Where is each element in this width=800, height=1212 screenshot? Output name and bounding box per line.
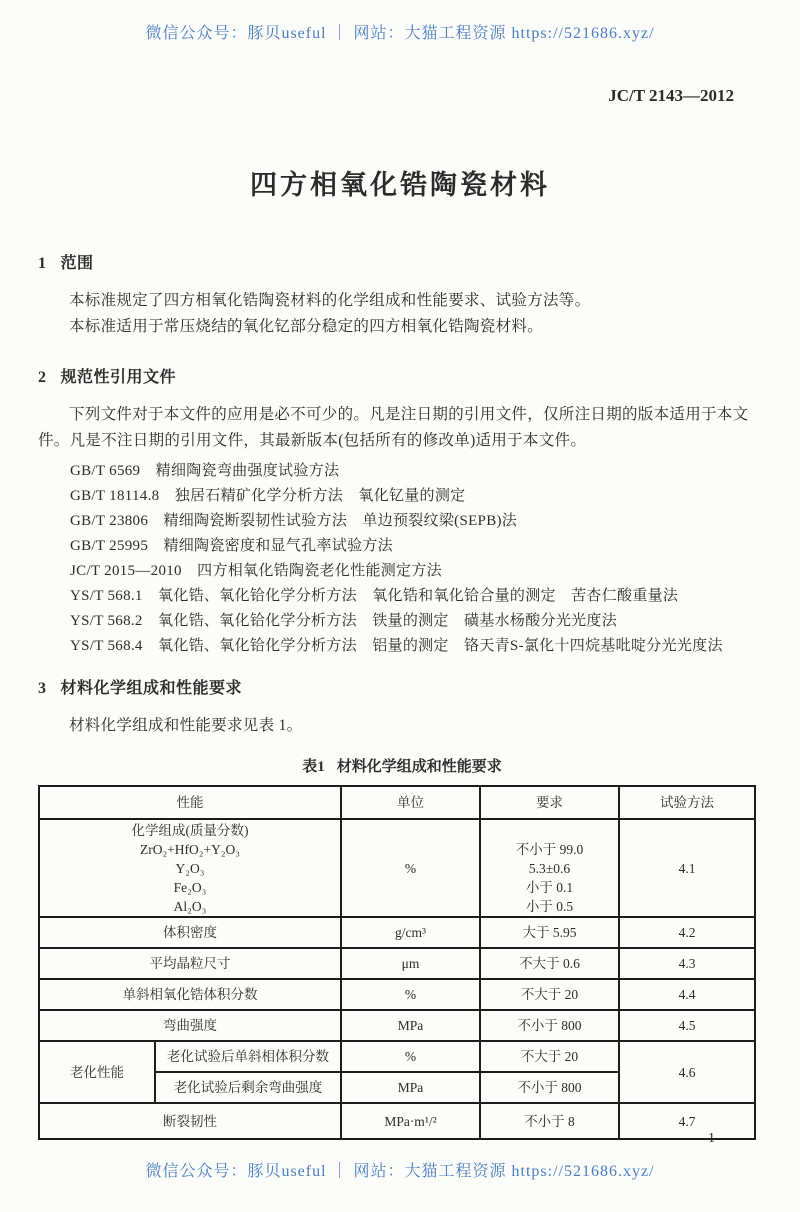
section-1-paragraph-2: 本标准适用于常压烧结的氧化钇部分稳定的四方相氧化锆陶瓷材料。 (69, 318, 544, 335)
row-requirement: 不小于 800 (480, 1010, 619, 1041)
section-3-number: 3 (38, 680, 47, 697)
header-property: 性能 (39, 786, 341, 819)
section-3-title: 材料化学组成和性能要求 (60, 680, 243, 697)
page-title: 四方相氧化锆陶瓷材料 (250, 170, 550, 200)
row-property: 平均晶粒尺寸 (39, 948, 341, 979)
aging-group-label: 老化性能 (39, 1041, 155, 1103)
row-unit: MPa·m¹/² (341, 1103, 480, 1139)
header-unit: 单位 (341, 786, 480, 819)
row-unit: g/cm³ (341, 917, 480, 948)
row-unit: μm (341, 948, 480, 979)
reference-item: GB/T 23806 精细陶瓷断裂韧性试验方法 单边预裂纹梁(SEPB)法 (70, 513, 518, 529)
reference-item: YS/T 568.4 氧化锆、氧化铪化学分析方法 铝量的测定 铬天青S-氯化十四烷基吡啶分光光度法 (70, 638, 723, 654)
chem-formula: Y₂O₃ (175, 860, 205, 876)
row-method: 4.7 (619, 1103, 755, 1139)
section-2-title: 规范性引用文件 (60, 369, 177, 386)
row-property: 弯曲强度 (39, 1010, 341, 1041)
document-body (38, 250, 766, 1140)
chem-requirement: 小于 0.5 (525, 899, 574, 914)
table-row (39, 917, 755, 948)
reference-list (38, 459, 766, 659)
section-2-intro: 下列文件对于本文件的应用是必不可少的。凡是注日期的引用文件，仅所注日期的版本适用于本文件。凡是不注日期的引用文件，其最新版本(包括所有的修改单)适用于本文件。 (38, 406, 749, 449)
row-method: 4.4 (619, 979, 755, 1010)
table-row (39, 948, 755, 979)
chem-property-cell (39, 819, 341, 917)
spec-table (38, 785, 756, 1140)
aging-method: 4.6 (619, 1041, 755, 1103)
row-unit: % (341, 1041, 480, 1072)
table-caption-number: 表1 (302, 759, 325, 775)
header-method: 试验方法 (619, 786, 755, 819)
section-1-heading (38, 250, 766, 273)
row-requirement: 不大于 20 (480, 1041, 619, 1072)
row-requirement: 不大于 0.6 (480, 948, 619, 979)
section-1-paragraph-1: 本标准规定了四方相氧化锆陶瓷材料的化学组成和性能要求、试验方法等。 (69, 292, 591, 309)
chem-requirement: 不小于 99.0 (515, 842, 584, 857)
section-1-title: 范围 (60, 255, 94, 272)
row-property: 老化试验后单斜相体积分数 (155, 1041, 341, 1072)
row-unit: MPa (341, 1072, 480, 1103)
row-method: 4.3 (619, 948, 755, 979)
table-row-fracture (39, 1103, 755, 1139)
row-property: 单斜相氧化锆体积分数 (39, 979, 341, 1010)
table-caption-text: 材料化学组成和性能要求 (336, 759, 502, 775)
row-method: 4.2 (619, 917, 755, 948)
section-2-number: 2 (38, 369, 47, 386)
section-2-heading (38, 364, 766, 387)
section-3-paragraph-1: 材料化学组成和性能要求见表 1。 (69, 717, 303, 734)
chem-formula: ZrO₂+HfO₂+Y₂O₃ (139, 841, 241, 857)
page-number: 1 (708, 1131, 715, 1146)
chem-formula: Fe₂O₃ (173, 879, 207, 895)
watermark-bottom: 微信公众号：豚贝useful ｜ 网站：大猫工程资源 https://521686.xyz/ (145, 1163, 655, 1180)
reference-item: GB/T 25995 精细陶瓷密度和显气孔率试验方法 (70, 538, 393, 554)
chem-method: 4.1 (619, 819, 755, 917)
row-requirement: 不大于 20 (480, 979, 619, 1010)
table-caption (38, 755, 766, 776)
header-requirement: 要求 (480, 786, 619, 819)
chem-requirement: 5.3±0.6 (528, 861, 571, 876)
table-row (39, 1010, 755, 1041)
reference-item: JC/T 2015—2010 四方相氧化锆陶瓷老化性能测定方法 (70, 563, 442, 579)
section-3-heading (38, 675, 766, 698)
table-row (39, 979, 755, 1010)
chem-title: 化学组成(质量分数) (131, 822, 249, 838)
section-1-number: 1 (38, 255, 47, 272)
row-method: 4.5 (619, 1010, 755, 1041)
table-row-aging-1 (39, 1041, 755, 1072)
row-property: 老化试验后剩余弯曲强度 (155, 1072, 341, 1103)
row-property: 断裂韧性 (39, 1103, 341, 1139)
row-requirement: 不小于 8 (480, 1103, 619, 1139)
row-unit: % (341, 979, 480, 1010)
table-row-chemical (39, 819, 755, 917)
reference-item: YS/T 568.2 氧化锆、氧化铪化学分析方法 铁量的测定 磺基水杨酸分光光度法 (70, 613, 618, 629)
reference-item: YS/T 568.1 氧化锆、氧化铪化学分析方法 氧化锆和氧化铪合量的测定 苦杏仁酸重量法 (70, 588, 679, 604)
row-requirement: 不小于 800 (480, 1072, 619, 1103)
watermark-top: 微信公众号：豚贝useful ｜ 网站：大猫工程资源 https://521686.xyz/ (145, 25, 655, 42)
row-unit: MPa (341, 1010, 480, 1041)
row-requirement: 大于 5.95 (480, 917, 619, 948)
chem-requirement: 小于 0.1 (525, 880, 574, 895)
chem-formula: Al₂O₃ (173, 898, 207, 914)
reference-item: GB/T 6569 精细陶瓷弯曲强度试验方法 (70, 463, 340, 479)
reference-item: GB/T 18114.8 独居石精矿化学分析方法 氧化钇量的测定 (70, 488, 466, 504)
table-header-row (39, 786, 755, 819)
chem-unit: % (341, 819, 480, 917)
standard-code: JC/T 2143—2012 (608, 86, 734, 105)
row-property: 体积密度 (39, 917, 341, 948)
chem-requirement-cell (480, 819, 619, 917)
